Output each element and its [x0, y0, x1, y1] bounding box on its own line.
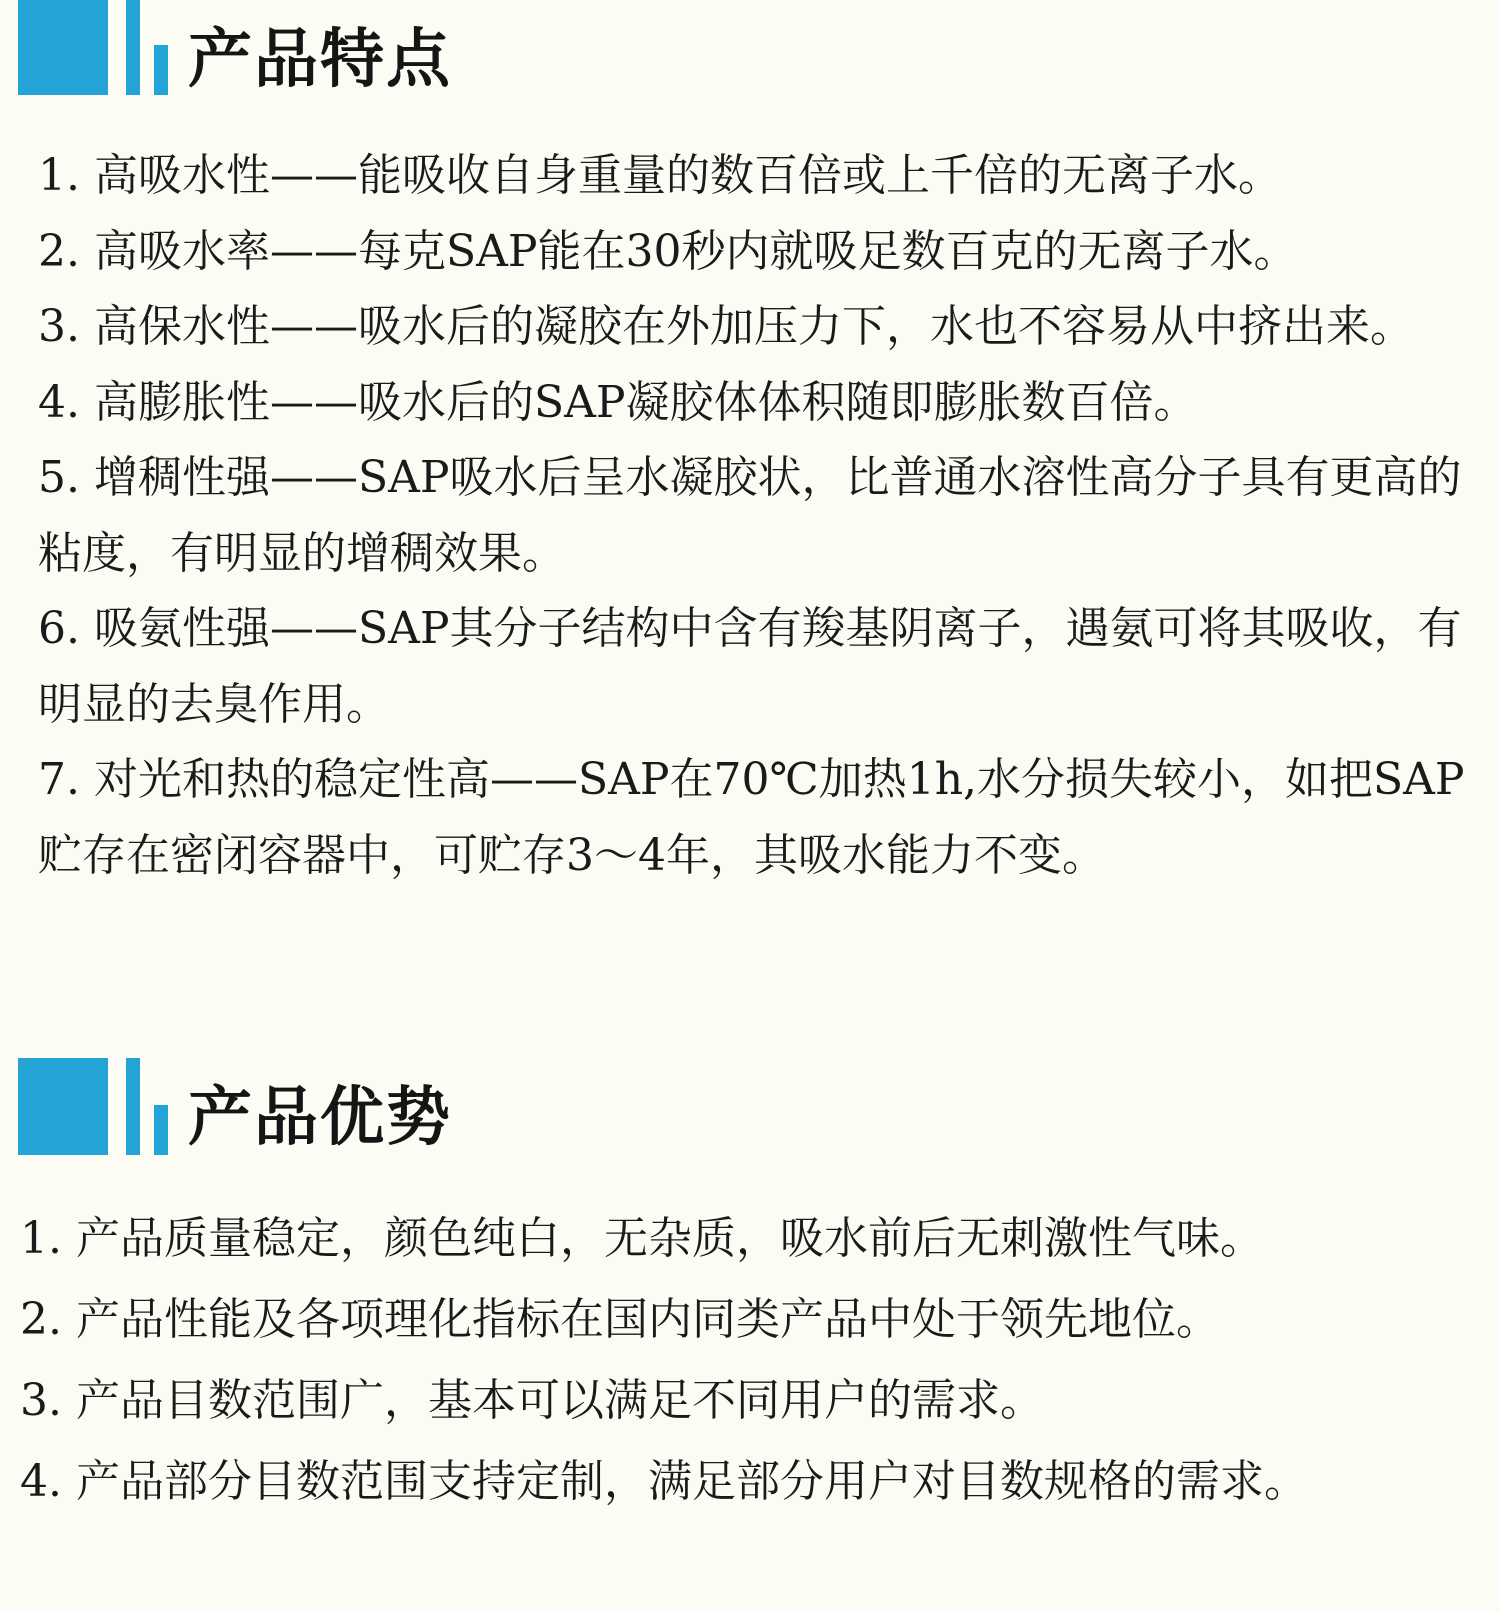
header-accent-bar-short — [154, 45, 168, 95]
feature-item-6: 6. 吸氨性强——SAP其分子结构中含有羧基阴离子，遇氨可将其吸收，有明显的去臭作用。 — [38, 603, 1462, 730]
advantage-item-1: 1. 产品质量稳定，颜色纯白，无杂质，吸水前后无刺激性气味。 — [20, 1213, 1264, 1264]
features-title: 产品特点 — [188, 23, 452, 97]
features-section-header — [18, 0, 718, 100]
header-accent-bar — [126, 0, 140, 95]
feature-item-1: 1. 高吸水性——能吸收自身重量的数百倍或上千倍的无离子水。 — [38, 150, 1282, 201]
feature-item-2: 2. 高吸水率——每克SAP能在30秒内就吸足数百克的无离子水。 — [38, 225, 1298, 277]
features-list — [38, 138, 1468, 893]
header-accent-block-large — [18, 1058, 108, 1155]
advantage-item-3: 3. 产品目数范围广，基本可以满足不同用户的需求。 — [20, 1375, 1044, 1426]
advantages-list — [20, 1198, 1470, 1522]
header-accent-bar-short — [154, 1105, 168, 1155]
feature-item-3: 3. 高保水性——吸水后的凝胶在外加压力下，水也不容易从中挤出来。 — [38, 301, 1414, 352]
header-accent-bar — [126, 1058, 140, 1155]
feature-item-4: 4. 高膨胀性——吸水后的SAP凝胶体体积随即膨胀数百倍。 — [38, 376, 1198, 428]
header-accent-block-large — [18, 0, 108, 95]
advantage-item-2: 2. 产品性能及各项理化指标在国内同类产品中处于领先地位。 — [20, 1294, 1220, 1345]
feature-item-7: 7. 对光和热的稳定性高——SAP在70℃加热1h,水分损失较小，如把SAP贮存在密闭容器中，可贮存3～4年，其吸水能力不变。 — [38, 754, 1465, 881]
advantages-section-header — [18, 1058, 718, 1158]
feature-item-5: 5. 增稠性强——SAP吸水后呈水凝胶状，比普通水溶性高分子具有更高的粘度，有明显的增稠效果。 — [38, 452, 1462, 579]
advantage-item-4: 4. 产品部分目数范围支持定制，满足部分用户对目数规格的需求。 — [20, 1456, 1308, 1507]
advantages-title: 产品优势 — [188, 1081, 452, 1155]
